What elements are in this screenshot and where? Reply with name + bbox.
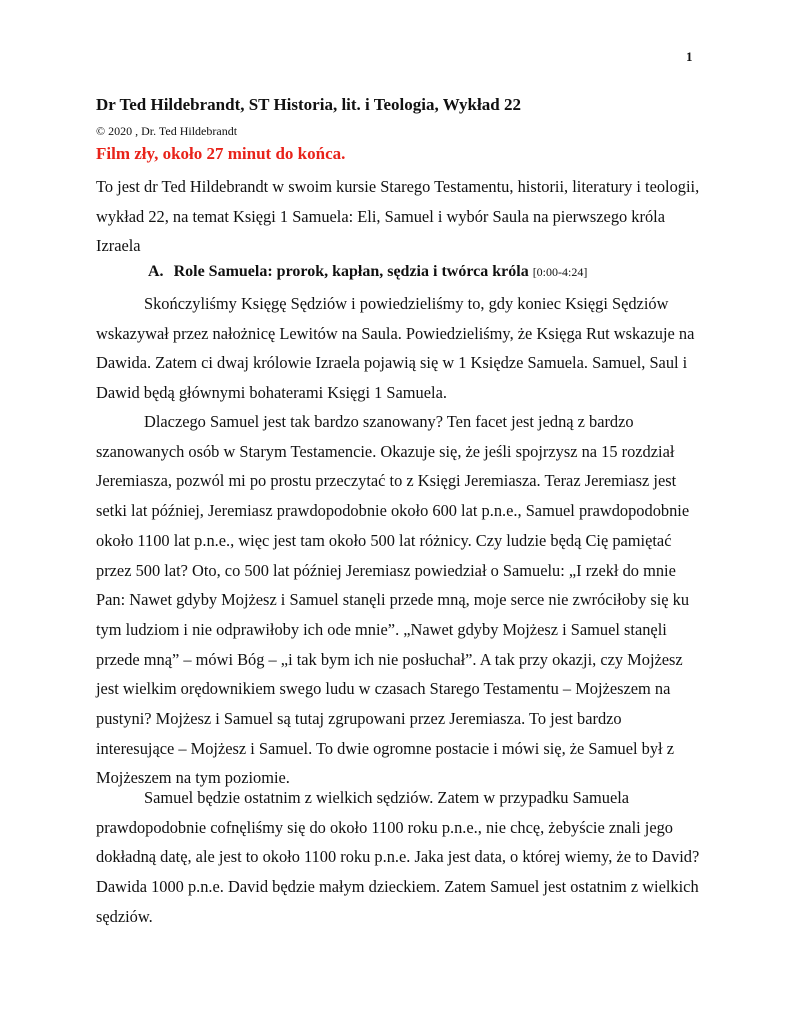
section-heading-timestamp: [0:00-4:24] [532, 265, 588, 279]
section-heading [148, 263, 587, 281]
intro-paragraph: To jest dr Ted Hildebrandt w swoim kursie Starego Testamentu, historii, literatury i teologii, wykład 22, na temat Księgi 1 Samuela: Eli, Samuel i wybór Saula na pierwszego króla Izraela [96, 177, 700, 256]
document-title: Dr Ted Hildebrandt, ST Historia, lit. i Teologia, Wykład 22 [96, 95, 521, 114]
section-heading-label: A. [148, 263, 164, 280]
copyright-line: © 2020 , Dr. Ted Hildebrandt [96, 124, 238, 138]
section-heading-text: Role Samuela: prorok, kapłan, sędzia i twórca króla [173, 263, 529, 280]
body-paragraph: Dlaczego Samuel jest tak bardzo szanowany? Ten facet jest jedną z bardzo szanowanych osób w Starym Testamencie. Okazuje się, że jeśli spojrzysz na 15 rozdział Jeremiasza, pozwól mi po prostu przeczytać to z Księgi Jeremiasza. Teraz Jeremiasz jest setki lat później, Jeremiasz prawdopodobnie około 600 lat p.n.e., Samuel prawdopodobnie około 1100 lat p.n.e., więc jest tam około 500 lat różnicy. Czy ludzie będą Cię pamiętać przez 500 lat? Oto, co 500 lat później Jeremiasz powiedział o Samuelu: „I rzekł do mnie Pan: Nawet gdyby Mojżesz i Samuel stanęli przede mną, moje serce nie zwróciłoby się ku tym ludziom i nie odprawiłoby ich ode mnie”. „Nawet gdyby Mojżesz i Samuel stanęli przede mną” – mówi Bóg – „i tak bym ich nie posłuchał”. A tak przy okazji, czy Mojżesz jest wielkim orędownikiem swego ludu w czasach Starego Testamentu – Mojżeszem na pustyni? Mojżesz i Samuel są tutaj zgrupowani przez Jeremiasza. To jest bardzo interesujące – Mojżesz i Samuel. To dwie ogromne postacie i mówi się, że Samuel był z Mojżeszem na tym poziomie. [96, 412, 690, 788]
page-number: 1 [686, 49, 693, 64]
body-paragraph: Samuel będzie ostatnim z wielkich sędziów. Zatem w przypadku Samuela prawdopodobnie cofnęliśmy się do około 1100 roku p.n.e., nie chcę, żebyście znali jego dokładną datę, ale jest to około 1100 roku p.n.e. Jaka jest data, o której wiemy, że to David? Dawida 1000 p.n.e. David będzie małym dzieckiem. Zatem Samuel jest ostatnim z wielkich sędziów. [96, 788, 700, 926]
body-paragraph: Skończyliśmy Księgę Sędziów i powiedzieliśmy to, gdy koniec Księgi Sędziów wskazywał przez nałożnicę Lewitów na Saula. Powiedzieliśmy, że Księga Rut wskazuje na Dawida. Zatem ci dwaj królowie Izraela pojawią się w 1 Księdze Samuela. Samuel, Saul i Dawid będą głównymi bohaterami Księgi 1 Samuela. [96, 294, 695, 403]
quality-note: Film zły, około 27 minut do końca. [96, 144, 346, 163]
